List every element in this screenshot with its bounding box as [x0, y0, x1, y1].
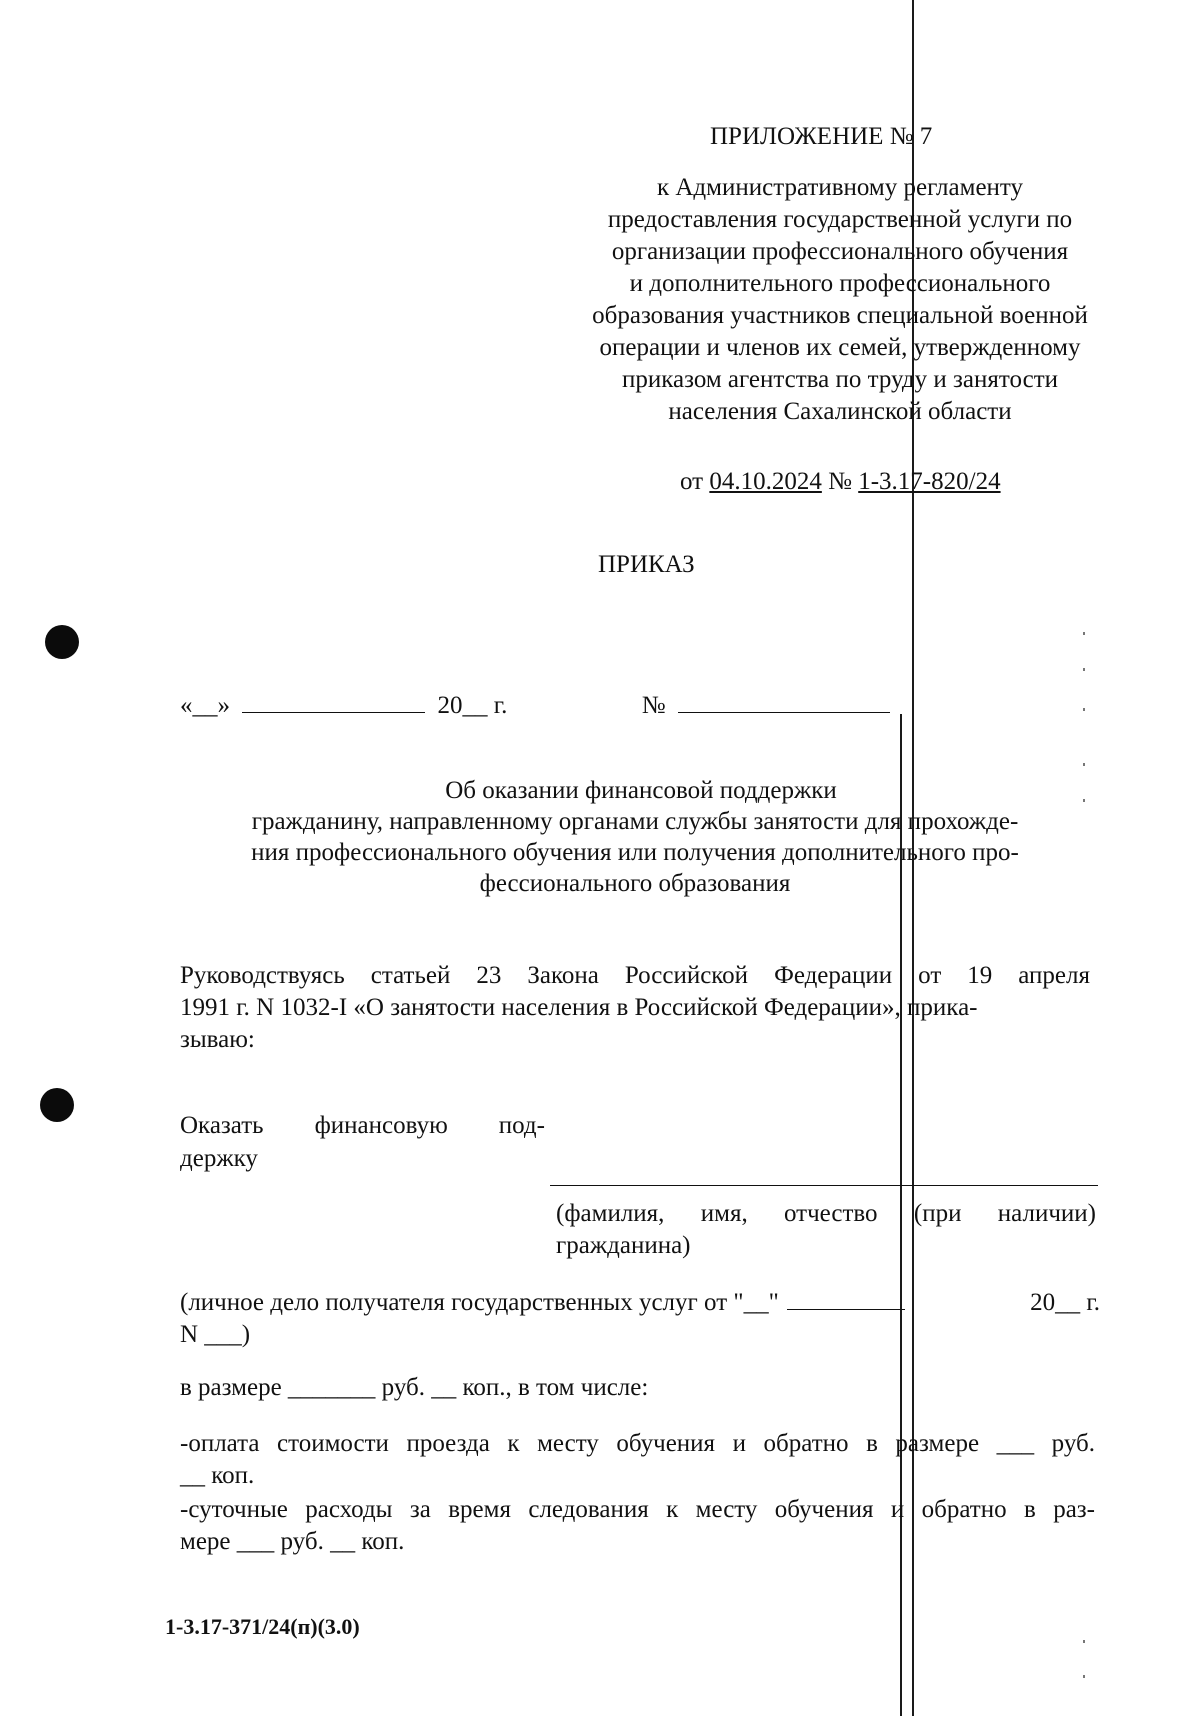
case-line	[180, 1287, 1100, 1351]
order-preamble	[180, 960, 1090, 1056]
daily-line: мере ___ руб. __ коп.	[180, 1528, 405, 1555]
grant-word: под-	[498, 1112, 545, 1139]
appendix-line: населения Сахалинской области	[668, 398, 1012, 425]
recipient-name-blank	[550, 1185, 1098, 1186]
caption-word: (при	[913, 1200, 962, 1227]
scan-speck	[1083, 1640, 1085, 1643]
scan-speck	[1083, 668, 1085, 671]
travel-cost-line	[180, 1428, 1095, 1492]
grant-word: финансовую	[314, 1112, 448, 1139]
appendix-line: и дополнительного профессионального	[629, 270, 1051, 297]
caption-word: отчество	[784, 1200, 878, 1227]
grant-word: Оказать	[180, 1112, 264, 1139]
appendix-line: приказом агентства по труду и занятости	[621, 366, 1059, 393]
case-text: (личное дело получателя государственных услуг от "__"	[180, 1289, 779, 1316]
subject-line: фессионального образования	[479, 870, 791, 897]
order-number-label: №	[641, 692, 666, 719]
recipient-name-caption	[556, 1198, 1096, 1262]
preamble-line: 1991 г. N 1032-I «О занятости населения в Российской Федерации», прика-	[180, 994, 978, 1021]
preamble-line: Руководствуясь статьей 23 Закона Российской Федерации от 19 апреля	[180, 962, 1090, 989]
approval-date: 04.10.2024	[709, 468, 822, 495]
document-code: 1-3.17-371/24(п)(3.0)	[165, 1614, 360, 1639]
order-year: 20__ г.	[437, 692, 508, 719]
punch-hole	[40, 1088, 74, 1122]
appendix-line: организации профессионального обучения	[611, 238, 1069, 265]
subject-line: Об оказании финансовой поддержки	[445, 777, 837, 804]
subject-line: ния профессионального обучения или получения дополнительного про-	[251, 839, 1019, 866]
grant-line	[180, 1110, 545, 1143]
caption-word: (фамилия,	[556, 1200, 665, 1227]
caption-word: имя,	[700, 1200, 748, 1227]
scan-speck	[1083, 632, 1085, 635]
approval-number: 1-3.17-820/24	[858, 468, 1001, 495]
scan-speck	[1083, 1675, 1085, 1678]
punch-hole	[45, 625, 79, 659]
daily-allowance-line	[180, 1494, 1095, 1558]
order-number-blank	[678, 690, 890, 713]
case-line-1	[180, 1287, 1100, 1319]
preamble-line: зываю:	[180, 1026, 255, 1053]
caption-line: гражданина)	[556, 1232, 691, 1259]
order-subject	[175, 775, 1095, 899]
travel-line: __ коп.	[180, 1462, 255, 1489]
appendix-reference	[540, 172, 1140, 428]
appendix-line: к Административному регламенту	[656, 174, 1024, 201]
grant-line: держку	[180, 1145, 258, 1172]
appendix-line: образования участников специальной военной	[592, 302, 1088, 329]
appendix-title: ПРИЛОЖЕНИЕ № 7	[710, 123, 933, 150]
subject-line: гражданину, направленному органами службы занятости для прохожде-	[251, 808, 1019, 835]
order-date-month-blank	[242, 690, 425, 713]
caption-word: наличии)	[997, 1200, 1096, 1227]
appendix-approval-line	[680, 466, 1080, 497]
case-month-blank	[787, 1287, 905, 1310]
grant-label	[180, 1110, 545, 1175]
amount-line: в размере _______ руб. __ коп., в том числе:	[180, 1374, 649, 1401]
case-year: 20__ г.	[1030, 1289, 1100, 1316]
scan-speck	[1083, 763, 1085, 766]
order-heading: ПРИКАЗ	[598, 551, 695, 578]
appendix-line: предоставления государственной услуги по	[607, 206, 1073, 233]
number-label: №	[828, 468, 852, 495]
case-line-2: N ___)	[180, 1321, 251, 1348]
appendix-line: операции и членов их семей, утвержденному	[599, 334, 1081, 361]
caption-line	[556, 1198, 1096, 1230]
daily-line: -суточные расходы за время следования к месту обучения и обратно в раз-	[180, 1496, 1095, 1523]
from-label: от	[680, 468, 704, 495]
scan-speck	[1083, 708, 1085, 711]
order-date-day: «__»	[180, 692, 230, 719]
order-date-line	[180, 690, 940, 724]
travel-line: -оплата стоимости проезда к месту обучения и обратно в размере ___ руб.	[180, 1430, 1095, 1457]
